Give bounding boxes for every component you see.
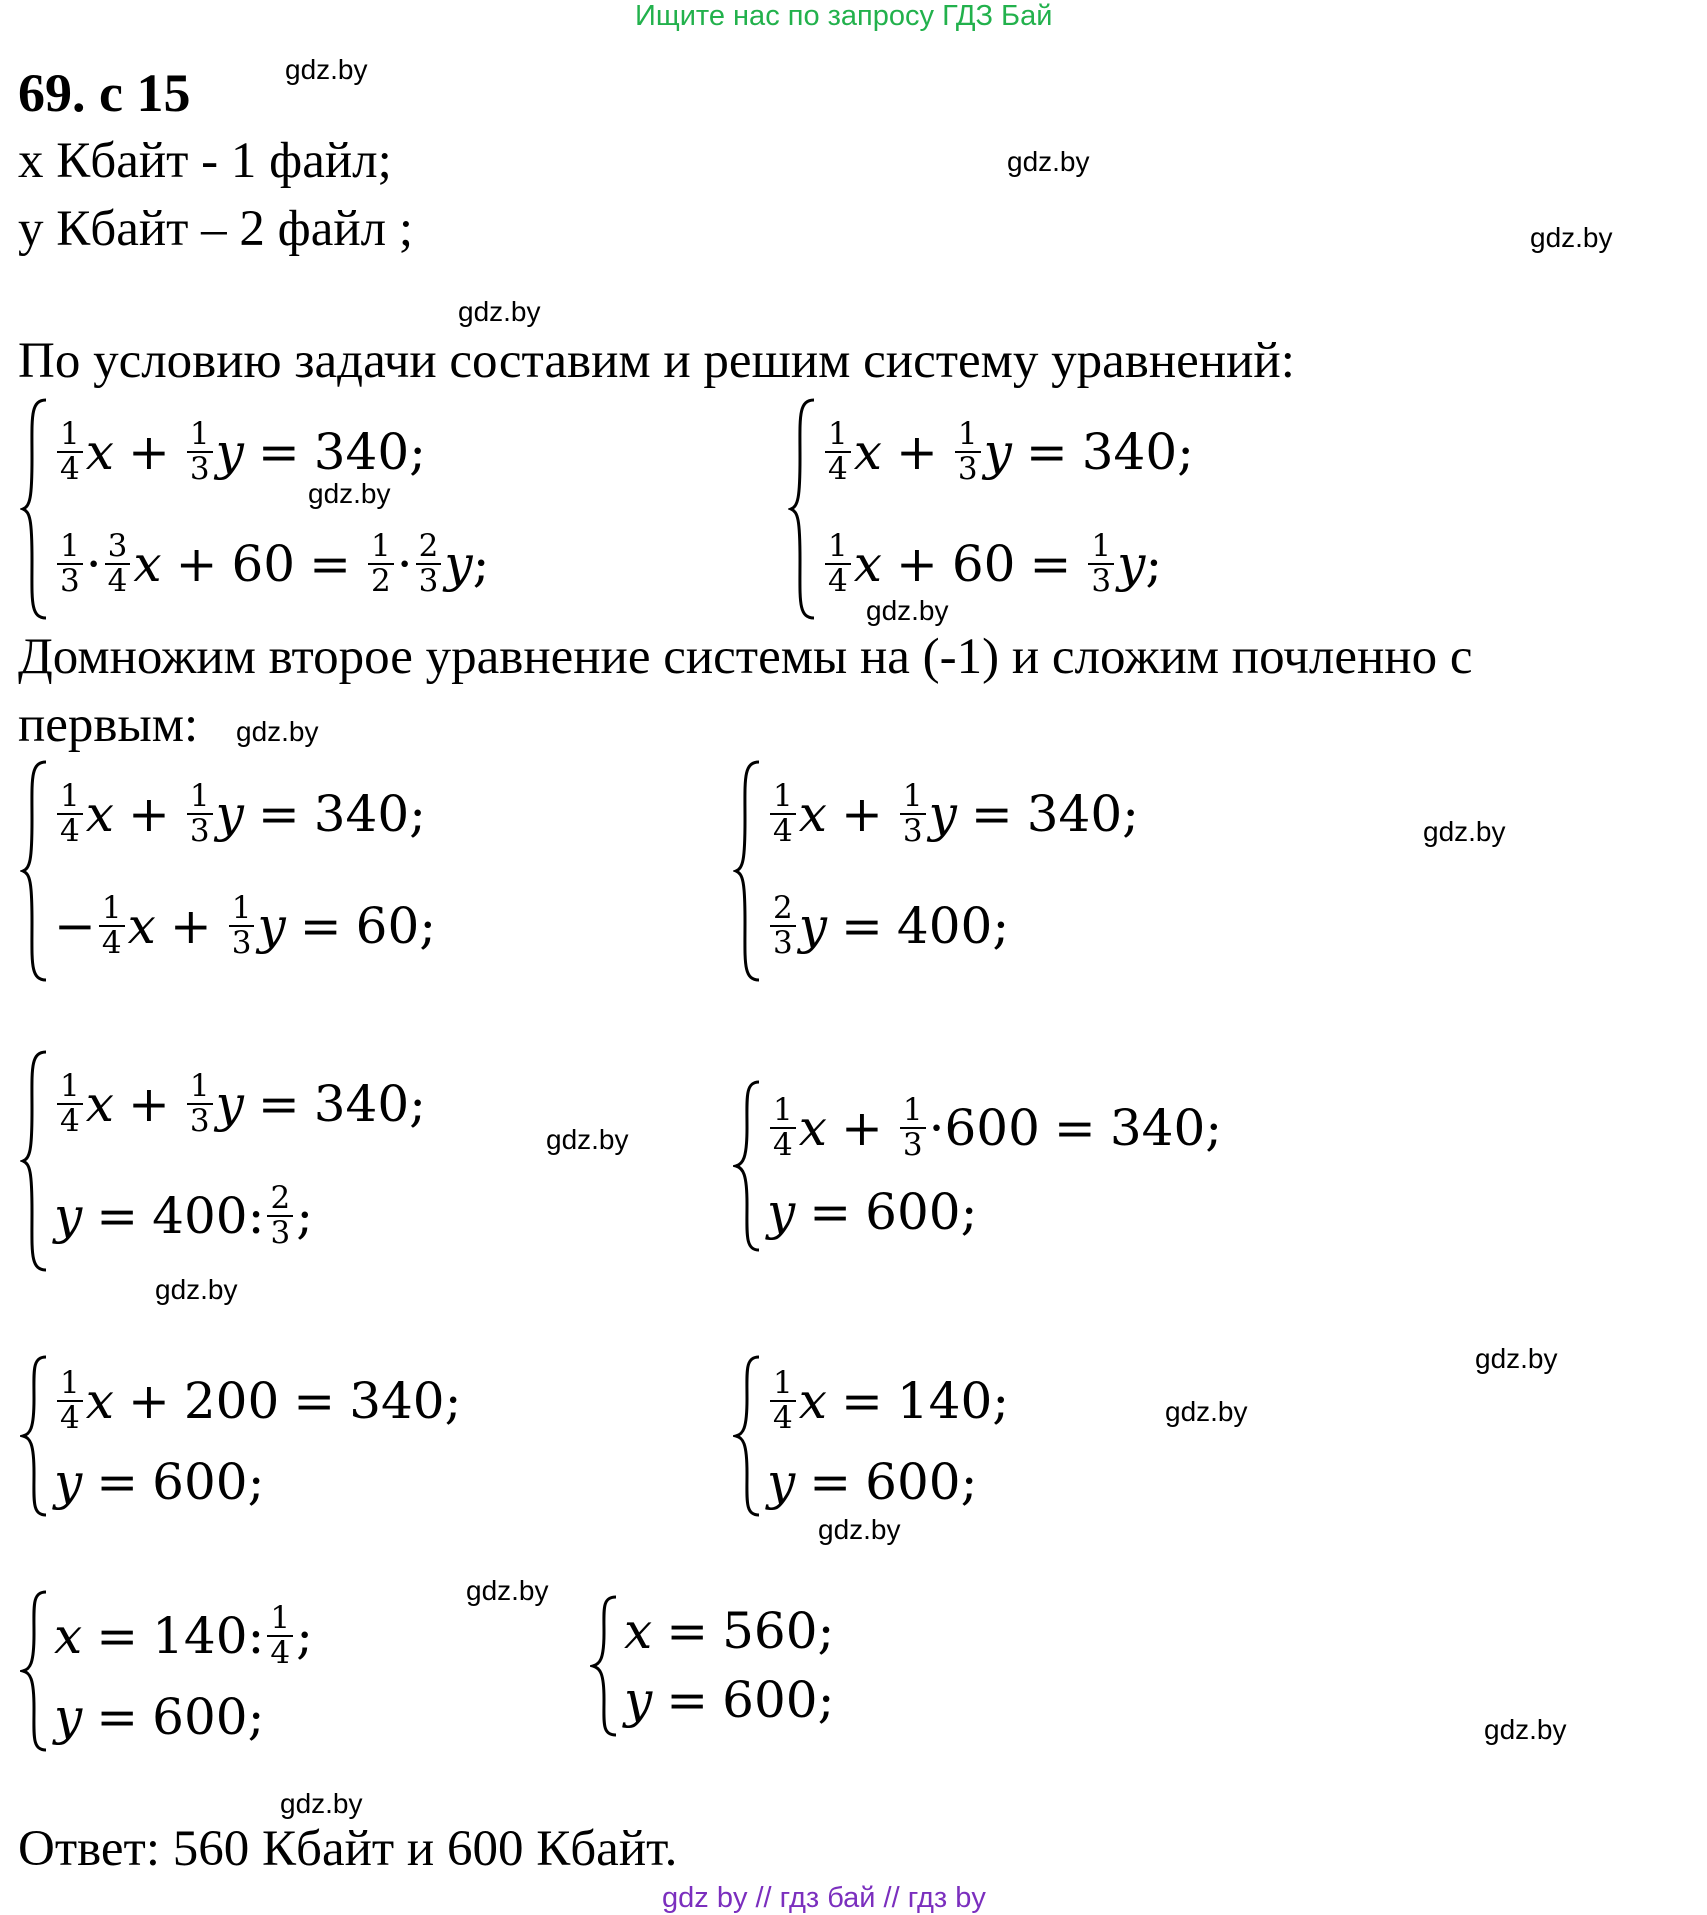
equation-system-7: $\frac{1}{4}$ x + 200 = 340 ; y = 600 ; — [20, 1355, 520, 1517]
watermark: gdz.by — [466, 1575, 549, 1606]
brace-icon — [788, 398, 818, 620]
brace-icon — [20, 1355, 50, 1517]
watermark: gdz.by — [308, 478, 391, 509]
watermark: gdz.by — [1165, 1396, 1248, 1427]
watermark: gdz.by — [1423, 816, 1506, 847]
equation-system-6: $\frac{1}{4}$ x + $\frac{1}{3}$ · 600 = 340 ; y = 600 ; — [733, 1080, 1273, 1252]
task-title: 69. с 15 — [18, 63, 191, 123]
brace-icon — [733, 1355, 763, 1517]
equation-system-1: $\frac{1}{4}$ x + $\frac{1}{3}$ y = 340 ; $\frac{1}{3}$ · $\frac{3}{4}$ x + 60 = $\frac{1}{2}$ · $\frac{2}{3}$ y ; — [20, 398, 580, 620]
definition-x: х Кбайт - 1 файл; — [18, 133, 392, 189]
watermark: gdz.by — [818, 1514, 901, 1545]
brace-icon — [20, 1050, 50, 1272]
multiply-text-line1: Домножим второе уравнение системы на (-1) и сложим почленно с — [18, 629, 1473, 685]
definition-y: у Кбайт – 2 файл ; — [18, 201, 414, 257]
footer-note: gdz by // гдз бай // гдз by — [662, 1882, 986, 1914]
equation-system-2: $\frac{1}{4}$ x + $\frac{1}{3}$ y = 340 ; $\frac{1}{4}$ x + 60 = $\frac{1}{3}$ y ; — [788, 398, 1248, 620]
watermark: gdz.by — [866, 595, 949, 626]
brace-icon — [20, 1590, 50, 1752]
equation-system-10: x = 560 ; y = 600 ; — [590, 1595, 890, 1737]
watermark: gdz.by — [1484, 1714, 1567, 1745]
header-search-note: Ищите нас по запросу ГДЗ Бай — [635, 0, 1053, 32]
answer-text: Ответ: 560 Кбайт и 600 Кбайт. — [18, 1821, 678, 1877]
watermark: gdz.by — [458, 296, 541, 327]
brace-icon — [733, 1080, 763, 1252]
brace-icon — [733, 760, 763, 982]
watermark: gdz.by — [546, 1124, 629, 1155]
brace-icon — [590, 1595, 620, 1737]
equation-system-8: $\frac{1}{4}$ x = 140 ; y = 600 ; — [733, 1355, 1093, 1517]
watermark: gdz.by — [236, 716, 319, 747]
brace-icon — [20, 398, 50, 620]
equation-system-3: $\frac{1}{4}$ x + $\frac{1}{3}$ y = 340 ; − $\frac{1}{4}$ x + $\frac{1}{3}$ y = 60 ; — [20, 760, 540, 982]
watermark: gdz.by — [155, 1274, 238, 1305]
equation-system-4: $\frac{1}{4}$ x + $\frac{1}{3}$ y = 340 ; $\frac{2}{3}$ y = 400 ; — [733, 760, 1193, 982]
fraction: $\frac{1}{4}$ — [57, 418, 83, 485]
watermark: gdz.by — [1007, 146, 1090, 177]
equation-system-9: x = 140 : $\frac{1}{4}$ ; y = 600 ; — [20, 1590, 380, 1752]
watermark: gdz.by — [280, 1788, 363, 1819]
watermark: gdz.by — [1475, 1343, 1558, 1374]
watermark: gdz.by — [1530, 222, 1613, 253]
multiply-text-line2: первым: — [18, 697, 199, 753]
watermark: gdz.by — [285, 54, 368, 85]
equation-system-5: $\frac{1}{4}$ x + $\frac{1}{3}$ y = 340 ; y = 400 : $\frac{2}{3}$ ; — [20, 1050, 480, 1272]
brace-icon — [20, 760, 50, 982]
fraction: $\frac{1}{3}$ — [187, 418, 213, 485]
intro-text: По условию задачи составим и решим систему уравнений: — [18, 333, 1295, 389]
